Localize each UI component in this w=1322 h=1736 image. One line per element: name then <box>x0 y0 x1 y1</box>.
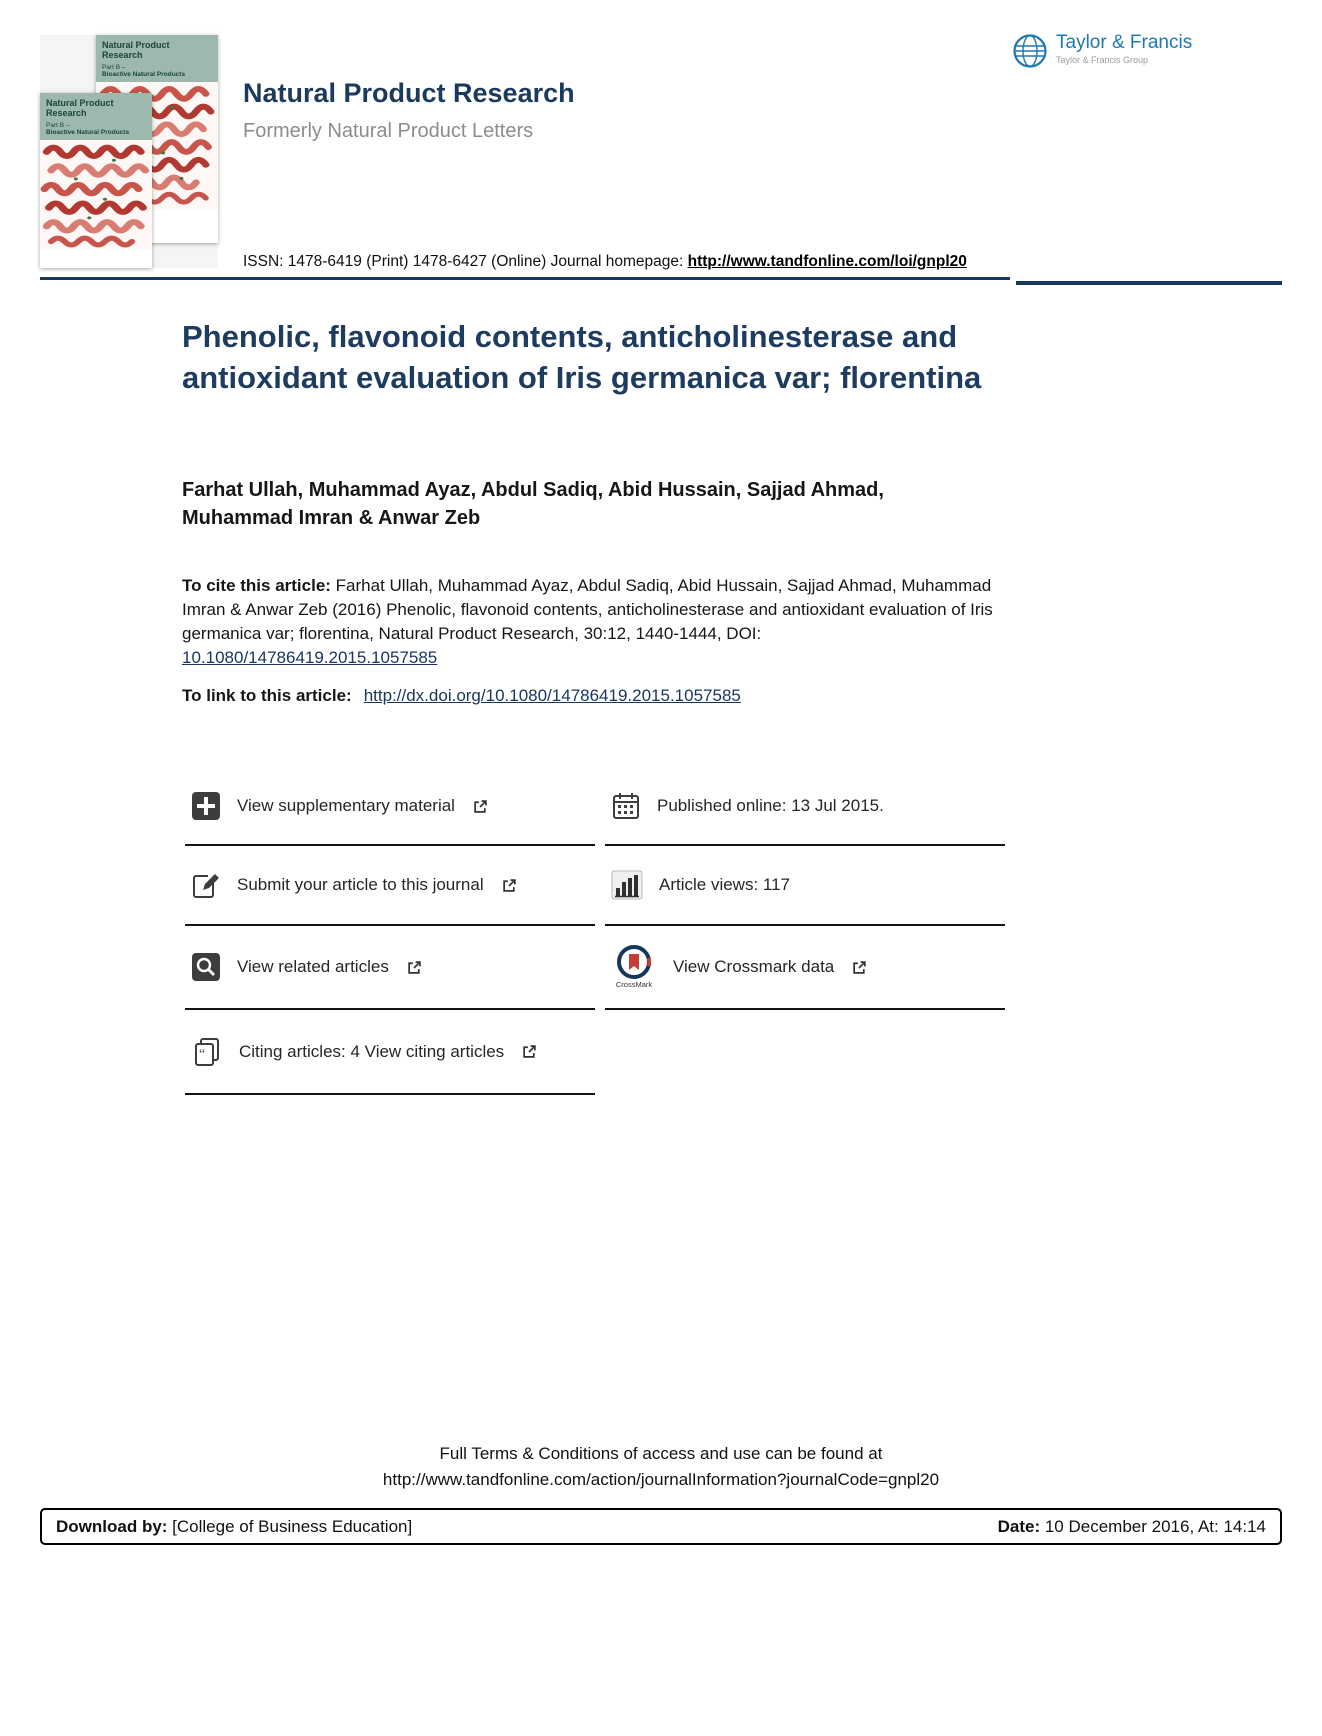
article-url-link[interactable]: http://dx.doi.org/10.1080/14786419.2015.1057585 <box>363 686 741 705</box>
action-citing-articles[interactable] <box>185 1010 595 1095</box>
cover-artwork-front <box>40 140 152 250</box>
article-views-label: Article views: 117 <box>659 875 791 894</box>
svg-text:“: “ <box>199 1046 206 1062</box>
cover-part-label: Part B – <box>102 63 126 71</box>
date-label: Date: <box>997 1516 1041 1536</box>
external-link-icon <box>522 1044 537 1059</box>
link-label: To link to this article: <box>182 686 352 705</box>
download-by-label: Download by: <box>56 1516 168 1536</box>
action-view-supplementary[interactable] <box>185 768 595 846</box>
external-link-icon <box>502 878 517 893</box>
publisher-group: Taylor & Francis Group <box>1056 54 1149 65</box>
external-link-icon <box>407 960 422 975</box>
journal-cover-front <box>40 93 152 268</box>
calendar-icon <box>611 791 641 821</box>
citing-label: Citing articles: 4 View citing articles <box>239 1041 505 1061</box>
terms-line-2[interactable]: http://www.tandfonline.com/action/journalInformation?journalCode=gnpl20 <box>382 1470 940 1489</box>
action-submit-article[interactable] <box>185 846 595 926</box>
submit-pencil-icon <box>191 870 221 900</box>
citing-articles-icon <box>191 1036 223 1068</box>
cover-title-front: Natural Product Research <box>46 98 114 119</box>
cover-front-header <box>40 93 152 140</box>
issn-line <box>243 253 967 271</box>
date-value: 10 December 2016, At: 14:14 <box>1040 1516 1266 1536</box>
cover-part-label-front: Part B – <box>46 121 70 129</box>
article-link-line <box>182 686 741 706</box>
taylor-francis-logo <box>1012 33 1192 69</box>
citation-paragraph <box>182 574 1017 671</box>
journal-title: Natural Product Research <box>243 78 575 108</box>
related-search-icon <box>191 952 221 982</box>
issn-text: ISSN: 1478-6419 (Print) 1478-6427 (Online) Journal homepage: <box>243 253 688 270</box>
download-by <box>56 1517 412 1537</box>
cover-subtitle: Bioactive Natural Products <box>102 70 186 78</box>
header-rule-right-segment <box>1016 281 1282 285</box>
article-title: Phenolic, flavonoid contents, anticholinesterase and antioxidant evaluation of Iris germanica var; florentina <box>182 319 982 396</box>
download-by-value: [College of Business Education] <box>167 1516 413 1536</box>
cover-title: Natural Product Research <box>102 40 170 61</box>
journal-subtitle: Formerly Natural Product Letters <box>243 120 534 142</box>
action-view-related[interactable] <box>185 926 595 1010</box>
article-authors: Farhat Ullah, Muhammad Ayaz, Abdul Sadiq, Abid Hussain, Sajjad Ahmad, Muhammad Imran & Anwar Zeb <box>182 479 884 529</box>
cite-label: To cite this article: <box>182 576 336 595</box>
cover-back-header <box>96 35 218 82</box>
download-info-bar <box>40 1508 1282 1545</box>
cite-body: Farhat Ullah, Muhammad Ayaz, Abdul Sadiq, Abid Hussain, Sajjad Ahmad, Muhammad Imran & Anwar Zeb (2016) Phenolic, flavonoid contents, anticholinesterase and antioxidant evaluation of Iris germanica var; florentina, Natural Product Research, 30:12, 1440-1444, DOI: <box>182 576 993 644</box>
external-link-icon <box>852 960 867 975</box>
published-online-label: Published online: 13 Jul 2015. <box>657 796 884 815</box>
submit-label: Submit your article to this journal <box>237 875 484 894</box>
article-views <box>605 846 1005 926</box>
globe-icon <box>1012 33 1048 69</box>
supplementary-plus-icon <box>191 791 221 821</box>
crossmark-icon <box>611 945 657 989</box>
crossmark-caption: CrossMark <box>615 980 653 989</box>
publisher-name: Taylor & Francis <box>1056 32 1193 53</box>
cover-subtitle-front: Bioactive Natural Products <box>46 128 130 136</box>
terms-line-1: Full Terms & Conditions of access and use can be found at <box>439 1444 883 1463</box>
supplementary-label: View supplementary material <box>237 796 455 815</box>
journal-homepage-link[interactable]: http://www.tandfonline.com/loi/gnpl20 <box>687 253 967 270</box>
journal-cover-thumbnail <box>40 35 218 268</box>
published-online <box>605 768 1005 846</box>
external-link-icon <box>473 799 488 814</box>
download-date <box>998 1517 1266 1537</box>
bar-chart-icon <box>611 870 643 900</box>
header-rule <box>40 277 1010 280</box>
related-label: View related articles <box>237 957 389 976</box>
crossmark-label: View Crossmark data <box>673 957 835 976</box>
action-view-crossmark[interactable] <box>605 926 1005 1010</box>
doi-link[interactable]: 10.1080/14786419.2015.1057585 <box>182 648 438 668</box>
